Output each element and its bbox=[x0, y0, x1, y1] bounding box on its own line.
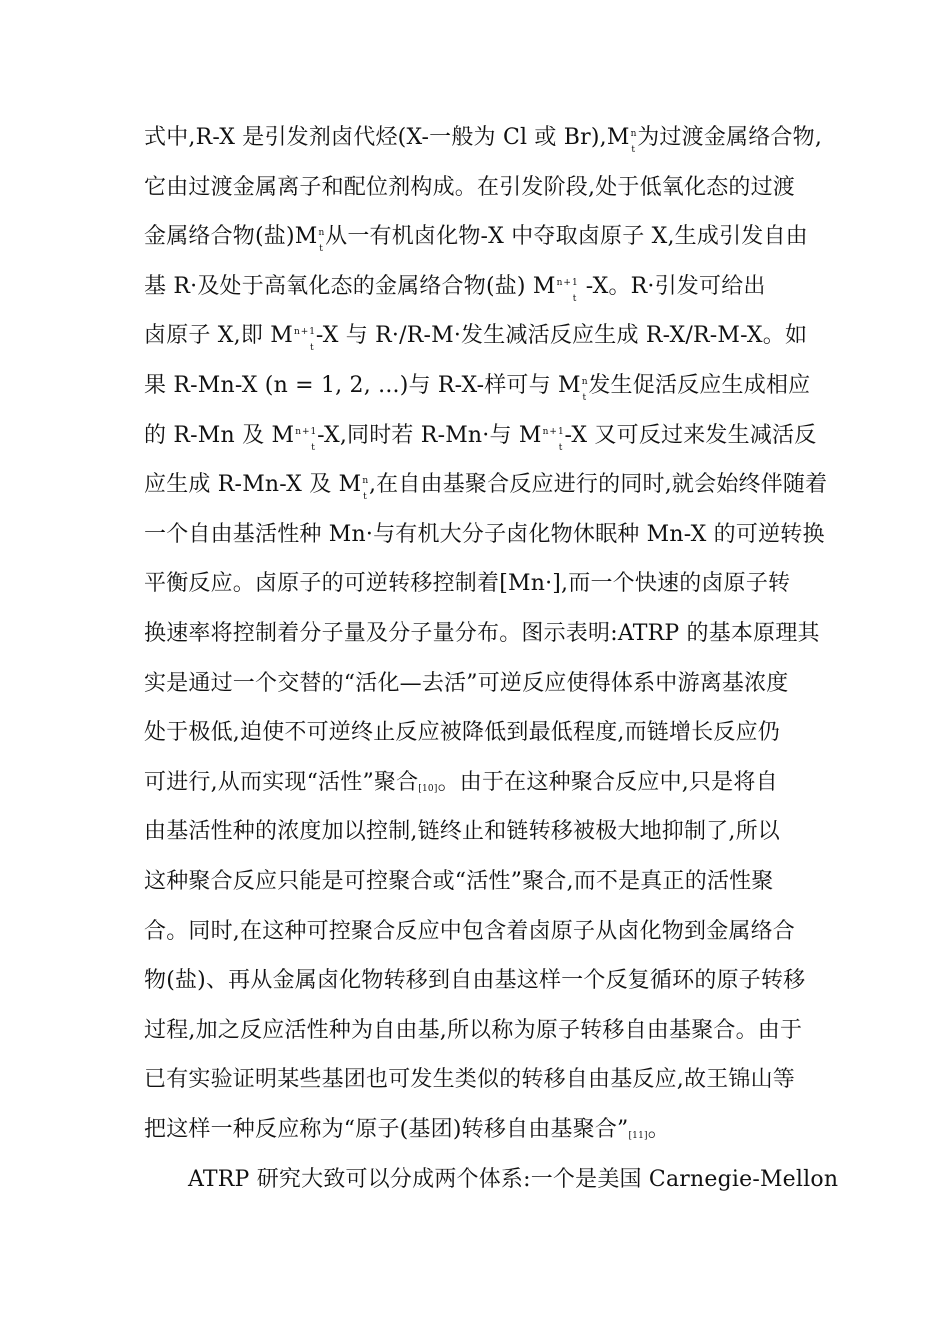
text-run: 基 R·及处于高氧化态的金属络合物(盐) M bbox=[144, 273, 556, 299]
subscript: t bbox=[572, 293, 577, 304]
citation-ref: [10] bbox=[418, 783, 438, 794]
text-run: 的 R-Mn 及 M bbox=[144, 422, 295, 448]
superscript: n+1 bbox=[556, 277, 579, 288]
subscript: t bbox=[631, 145, 636, 155]
text-run: 卤原子 X,即 M bbox=[144, 323, 293, 349]
text-run: 把这样一种反应称为“原子(基团)转移自由基聚合” bbox=[144, 1117, 629, 1142]
text-run: 已有实验证明某些基团也可发生类似的转移自由基反应,故王锦山等 bbox=[144, 1067, 795, 1093]
superscript: n bbox=[362, 476, 370, 487]
text-line bbox=[144, 416, 817, 456]
text-run: 由基活性种的浓度加以控制,链终止和链转移被极大地抑制了,所以 bbox=[144, 819, 780, 845]
subscript: t bbox=[310, 343, 314, 354]
text-run: 它由过渡金属离子和配位剂构成。在引发阶段,处于低氧化态的过渡 bbox=[144, 174, 795, 200]
text-run: 。由于在这种聚合反应中,只是将自 bbox=[437, 769, 778, 795]
text-line bbox=[144, 763, 814, 803]
text-run: -X 又可反过来发生减活反 bbox=[564, 422, 817, 448]
text-line bbox=[144, 366, 814, 406]
subscript: t bbox=[582, 393, 587, 403]
text-run: 物(盐)、再从金属卤化物转移到自由基这样一个反复循环的原子转移 bbox=[144, 968, 806, 994]
text-run: 平衡反应。卤原子的可逆转移控制着[Mn·],而一个快速的卤原子转 bbox=[144, 571, 791, 597]
text-line bbox=[144, 1110, 814, 1150]
text-run: 一个自由基活性种 Mn·与有机大分子卤化物休眠种 Mn-X 的可逆转换 bbox=[144, 521, 825, 547]
text-run: 。 bbox=[647, 1117, 670, 1142]
text-run: -X。R·引发可给出 bbox=[578, 273, 766, 299]
text-line bbox=[144, 217, 814, 257]
superscript: n+1 bbox=[295, 426, 318, 437]
text-line bbox=[144, 1060, 814, 1100]
text-run: 从一有机卤化物-X 中夺取卤原子 X,生成引发自由 bbox=[325, 224, 808, 250]
text-line bbox=[144, 118, 823, 158]
text-line bbox=[144, 1011, 814, 1051]
citation-ref: [11] bbox=[628, 1131, 648, 1141]
text-line bbox=[144, 664, 814, 704]
text-run: 这种聚合反应只能是可控聚合或“活性”聚合,而不是真正的活性聚 bbox=[144, 869, 774, 894]
text-run: 合。同时,在这种可控聚合反应中包含着卤原子从卤化物到金属络合 bbox=[144, 918, 795, 944]
text-run: ATRP 研究大致可以分成两个体系:一个是美国 Carnegie-Mellon bbox=[188, 1166, 839, 1192]
text-run: 实是通过一个交替的“活化—去活”可逆反应使得体系中游离基浓度 bbox=[144, 670, 789, 696]
text-run: -X,同时若 R-Mn·与 M bbox=[317, 422, 542, 448]
text-line bbox=[144, 267, 814, 307]
text-line bbox=[144, 862, 814, 902]
text-run: 换速率将控制着分子量及分子量分布。图示表明:ATRP 的基本原理其 bbox=[144, 621, 820, 646]
text-run: 果 R-Mn-X (n = 1, 2, ...)与 R-X-样可与 M bbox=[144, 373, 581, 398]
text-run: 过程,加之反应活性种为自由基,所以称为原子转移自由基聚合。由于 bbox=[144, 1017, 803, 1043]
superscript: n bbox=[581, 377, 589, 387]
text-line bbox=[144, 515, 825, 555]
text-run: ,在自由基聚合反应进行的同时,就会始终伴随着 bbox=[368, 472, 828, 498]
text-run: 式中,R-X 是引发剂卤代烃(X-一般为 Cl 或 Br),M bbox=[144, 125, 630, 150]
superscript: n+1 bbox=[293, 327, 317, 338]
text-run: 应生成 R-Mn-X 及 M bbox=[144, 472, 362, 498]
text-line bbox=[144, 961, 814, 1001]
superscript: n bbox=[630, 129, 638, 139]
text-line bbox=[144, 316, 814, 356]
text-line bbox=[144, 713, 814, 753]
subscript: t bbox=[319, 244, 324, 255]
text-run: 金属络合物(盐)M bbox=[144, 224, 318, 250]
text-run: 处于极低,迫使不可逆终止反应被降低到最低程度,而链增长反应仍 bbox=[144, 720, 780, 746]
subscript: t bbox=[311, 442, 316, 453]
text-run: 可进行,从而实现“活性”聚合 bbox=[144, 769, 419, 795]
paragraph-first-line bbox=[188, 1160, 858, 1200]
text-line bbox=[144, 912, 814, 952]
superscript: n bbox=[318, 228, 326, 239]
text-line bbox=[144, 168, 814, 208]
text-line bbox=[144, 465, 828, 505]
text-line bbox=[144, 614, 820, 654]
subscript: t bbox=[558, 442, 563, 453]
text-run: 为过渡金属络合物, bbox=[637, 125, 823, 150]
text-run: -X 与 R·/R-M·发生减活反应生成 R-X/R-M-X。如 bbox=[315, 323, 808, 349]
text-line bbox=[144, 812, 814, 852]
superscript: n+1 bbox=[542, 426, 565, 437]
subscript: t bbox=[363, 492, 367, 503]
text-run: 发生促活反应生成相应 bbox=[588, 373, 811, 398]
text-line bbox=[144, 564, 814, 604]
